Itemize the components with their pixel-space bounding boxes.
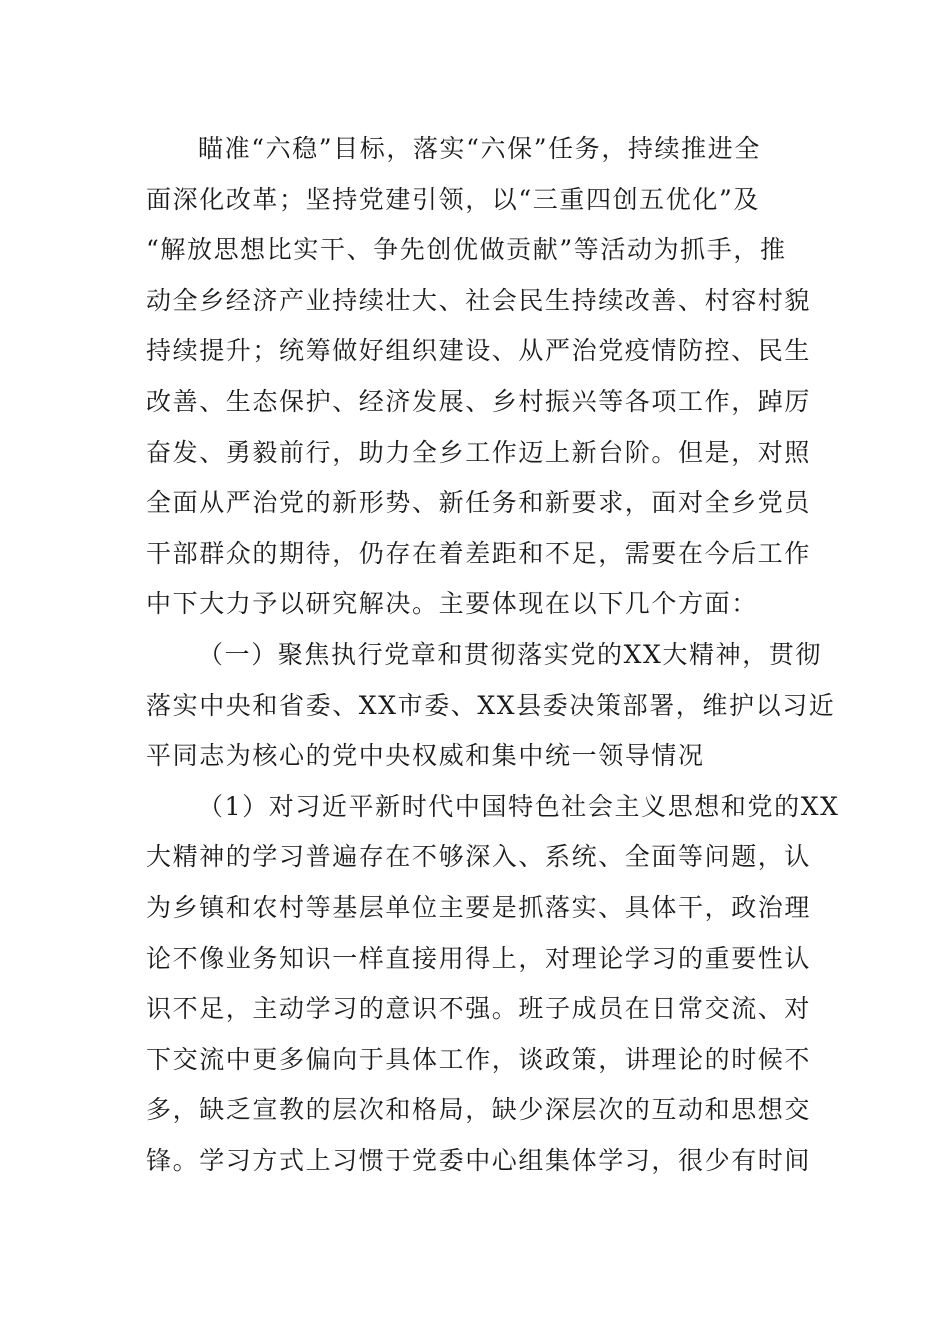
paragraph-line: 锋。学习方式上习惯于党委中心组集体学习，很少有时间 (146, 1145, 812, 1175)
paragraph-line: （1）对习近平新时代中国特色社会主义思想和党的XX (198, 791, 840, 821)
paragraph-line: 中下大力予以研究解决。主要体现在以下几个方面： (146, 589, 758, 619)
document-body (146, 124, 840, 1186)
paragraph-line: 全面从严治党的新形势、新任务和新要求，面对全乡党员 (146, 488, 812, 518)
paragraph-line: 动全乡经济产业持续壮大、社会民生持续改善、村容村貌 (146, 285, 812, 315)
paragraph-line: 干部群众的期待，仍存在着差距和不足，需要在今后工作 (146, 538, 812, 568)
section-heading-line: 平同志为核心的党中央权威和集中统一领导情况 (146, 741, 705, 771)
paragraph-line: 为乡镇和农村等基层单位主要是抓落实、具体干，政治理 (146, 892, 812, 922)
paragraph-line: 大精神的学习普遍存在不够深入、系统、全面等问题，认 (146, 842, 812, 872)
paragraph-line: “解放思想比实干、争先创优做贡献”等活动为抓手，推 (146, 235, 787, 265)
paragraph-line: 瞄准“六稳”目标，落实“六保”任务，持续推进全 (198, 134, 761, 163)
paragraph-line: 奋发、勇毅前行，助力全乡工作迈上新台阶。但是，对照 (146, 437, 812, 467)
paragraph-line: 改善、生态保护、经济发展、乡村振兴等各项工作，踔厉 (146, 386, 812, 416)
paragraph-line: 论不像业务知识一样直接用得上，对理论学习的重要性认 (146, 943, 812, 973)
section-heading-line: 落实中央和省委、XX市委、XX县委决策部署，维护以习近 (146, 690, 836, 720)
paragraph-line: 下交流中更多偏向于具体工作，谈政策，讲理论的时候不 (146, 1044, 812, 1074)
paragraph-line: 持续提升；统筹做好组织建设、从严治党疫情防控、民生 (146, 336, 812, 366)
section-heading-line: （一）聚焦执行党章和贯彻落实党的XX大精神，贯彻 (198, 639, 822, 669)
paragraph-line: 识不足，主动学习的意识不强。班子成员在日常交流、对 (146, 994, 812, 1024)
paragraph-line: 多，缺乏宣教的层次和格局，缺少深层次的互动和思想交 (146, 1095, 812, 1125)
paragraph-line: 面深化改革；坚持党建引领，以“三重四创五优化”及 (146, 184, 760, 214)
